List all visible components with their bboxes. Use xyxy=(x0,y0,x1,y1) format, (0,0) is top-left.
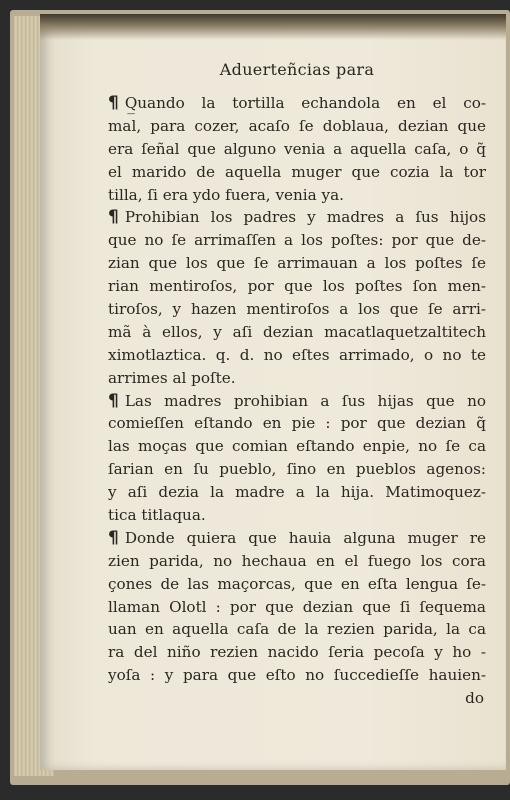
line-text: que no ſe arrimaſſen a los poſtes: por que de- xyxy=(108,231,486,250)
line-text: arrimes al poſte. xyxy=(108,368,236,387)
pilcrow-mark: ¶ xyxy=(108,390,119,411)
text-line xyxy=(108,573,486,596)
text-line xyxy=(108,504,486,527)
line-text: tica titlaqua. xyxy=(108,506,206,525)
line-text: ra del niño rezien nacido ſeria pecoſa y ho - xyxy=(108,643,486,662)
text-line xyxy=(108,435,486,458)
line-text: yoſa : y para que eſto no ſuccedieſſe hauien- xyxy=(108,666,486,685)
text-line xyxy=(108,458,486,481)
line-text: llaman Olotl : por que dezian que ſi ſequema xyxy=(108,597,486,616)
line-text: tilla, ſi era ydo fuera, venia ya. xyxy=(108,185,345,204)
text-line xyxy=(108,298,486,321)
line-text: rian mentiroſos, por que los poſtes ſon men- xyxy=(108,277,486,296)
text-line xyxy=(108,527,486,550)
text-line xyxy=(108,161,486,184)
running-head: Aduerteñcias para xyxy=(219,60,375,79)
text-line xyxy=(108,550,486,573)
page-top-stain xyxy=(40,14,506,40)
line-text: mã à ellos, y aſi dezian macatlaquetzaltitech xyxy=(108,322,486,341)
line-text: çones de las maçorcas, que en eſta lengua ſe- xyxy=(108,574,486,593)
line-text: era ſeñal que alguno venia a aquella caſa, o q̃ xyxy=(108,139,486,158)
text-line xyxy=(108,138,486,161)
line-text: tiroſos, y hazen mentiroſos a los que ſe arri- xyxy=(108,300,486,319)
text-line xyxy=(108,275,486,298)
text-line xyxy=(108,641,486,664)
text-lines xyxy=(108,92,486,687)
line-text: Q̲uando la tortilla echandola en el co- xyxy=(124,94,486,112)
text-line xyxy=(108,618,486,641)
text-line xyxy=(108,412,486,435)
line-text: ximotlaztica. q. d. no eſtes arrimado, o no te xyxy=(108,345,486,364)
text-line xyxy=(108,596,486,619)
line-text: ſarian en ſu pueblo, ſino en pueblos agenos: xyxy=(108,460,486,479)
text-line xyxy=(108,184,486,207)
line-text: las moças que comian eſtando enpie, no ſe ca xyxy=(108,437,486,456)
text-line xyxy=(108,229,486,252)
text-line xyxy=(108,252,486,275)
pilcrow-mark: ¶ xyxy=(108,207,119,228)
page-text-block xyxy=(108,58,486,710)
line-text: Las madres prohibian a ſus hijas que no xyxy=(124,391,486,410)
line-text: uan en aquella caſa de la rezien parida, la ca xyxy=(108,620,486,639)
line-text: comieſſen eſtando en pie : por que dezian q̃ xyxy=(108,414,486,433)
text-line xyxy=(108,664,486,687)
text-line xyxy=(108,367,486,390)
line-text: el marido de aquella muger que cozia la tor xyxy=(108,162,486,181)
text-line xyxy=(108,92,486,115)
line-text: mal, para cozer, acaſo ſe doblaua, dezian que xyxy=(108,116,486,135)
text-line xyxy=(108,115,486,138)
text-line xyxy=(108,390,486,413)
line-text: zian que los que ſe arrimauan a los poſtes ſe xyxy=(108,254,486,273)
text-line xyxy=(108,321,486,344)
line-text: y aſi dezia la madre a la hija. Matimoquez- xyxy=(108,483,486,502)
text-line xyxy=(108,206,486,229)
line-text: Prohibian los padres y madres a ſus hijos xyxy=(124,208,486,227)
pilcrow-mark: ¶ xyxy=(108,93,119,113)
pilcrow-mark: ¶ xyxy=(108,527,119,548)
text-line xyxy=(108,481,486,504)
text-line xyxy=(108,344,486,367)
catchword: do xyxy=(465,689,484,708)
line-text: Donde quiera que hauia alguna muger re xyxy=(124,528,486,547)
line-text: zien parida, no hechaua en el fuego los cora xyxy=(108,551,486,570)
